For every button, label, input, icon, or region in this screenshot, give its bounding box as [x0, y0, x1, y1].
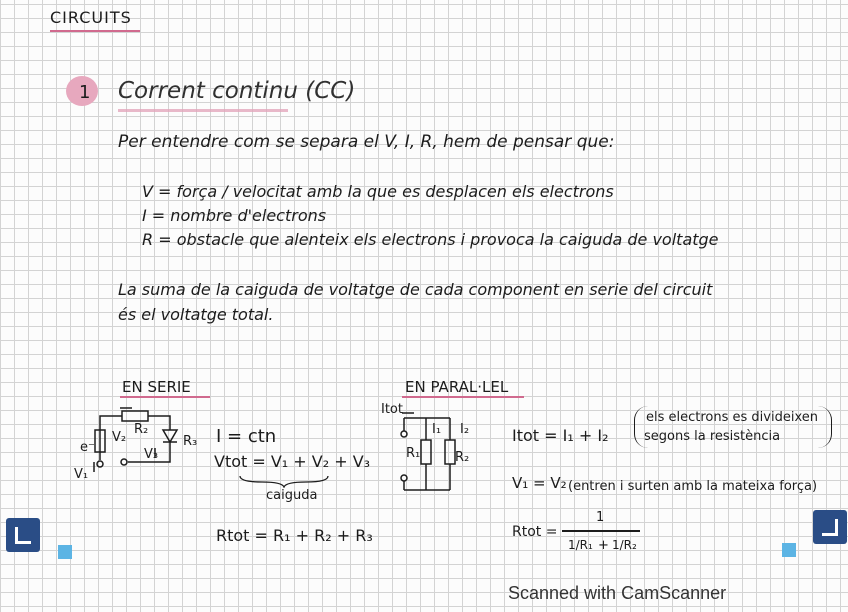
heading-highlight: [118, 109, 288, 112]
scan-corner-left-icon: [6, 518, 40, 552]
summary-line-2: és el voltatge total.: [118, 305, 274, 324]
section-number: 1: [79, 82, 91, 103]
parallel-note-2: segons la resistència: [644, 429, 781, 444]
parallel-title-underline: [402, 396, 524, 398]
serie-voltage-eq: Vtot = V₁ + V₂ + V₃: [214, 452, 371, 471]
serie-label-r2: R₂: [134, 422, 149, 437]
page-title: CIRCUITS: [50, 8, 132, 27]
definition-current: I = nombre d'electrons: [142, 206, 327, 225]
serie-label-r3: R₃: [183, 434, 198, 449]
fraction-plus: +: [598, 538, 609, 553]
parallel-current-eq: Itot = I₁ + I₂: [512, 426, 609, 445]
fraction-numerator: 1: [596, 510, 605, 525]
scan-marker-right: [782, 543, 796, 557]
definition-voltage: V = força / velocitat amb la que es desplacen els electrons: [142, 182, 614, 201]
scan-corner-right-icon: [813, 510, 847, 544]
scanner-watermark: Scanned with CamScanner: [508, 583, 727, 603]
serie-title-underline: [120, 396, 210, 398]
definition-resistance: R = obstacle que alenteix els electrons i provoca la caiguda de voltatge: [142, 230, 719, 249]
scan-marker-left: [58, 545, 72, 559]
serie-current-eq: I = ctn: [216, 426, 277, 447]
fraction-denominator-1: 1/R₁: [568, 538, 593, 552]
serie-label-v1: V₁: [74, 467, 89, 482]
serie-label-v3: V₃: [144, 447, 159, 462]
parallel-label-i1: I₁: [432, 422, 442, 437]
parallel-label-r1: R₁: [406, 446, 421, 461]
fraction-denominator-2: 1/R₂: [612, 538, 637, 552]
section-heading: Corrent continu (CC): [118, 78, 356, 104]
title-underline: [50, 30, 140, 32]
serie-brace-label: caiguda: [266, 488, 318, 503]
serie-title: EN SERIE: [122, 378, 191, 396]
parallel-label-i2: I₂: [460, 422, 470, 437]
serie-resistance-eq: Rtot = R₁ + R₂ + R₃: [216, 526, 373, 545]
parallel-label-itot: Itot: [381, 402, 403, 417]
parallel-voltage-eq: V₁ = V₂: [512, 474, 567, 492]
summary-line-1: La suma de la caiguda de voltatge de cada component en serie del circuit: [118, 280, 713, 299]
parallel-title: EN PARAL·LEL: [405, 378, 509, 396]
serie-label-electron: e⁻: [80, 440, 95, 455]
serie-label-v2: V₂: [112, 430, 127, 445]
fraction-bar: [562, 530, 640, 532]
parallel-note-3: (entren i surten amb la mateixa força): [568, 479, 818, 494]
serie-brace: [238, 474, 330, 488]
parallel-label-r2: R₂: [455, 450, 470, 465]
parallel-resistance-eq-lhs: Rtot =: [512, 524, 558, 540]
parallel-note-1: els electrons es divideixen: [646, 410, 818, 425]
intro-text: Per entendre com se separa el V, I, R, hem de pensar que:: [118, 132, 615, 152]
